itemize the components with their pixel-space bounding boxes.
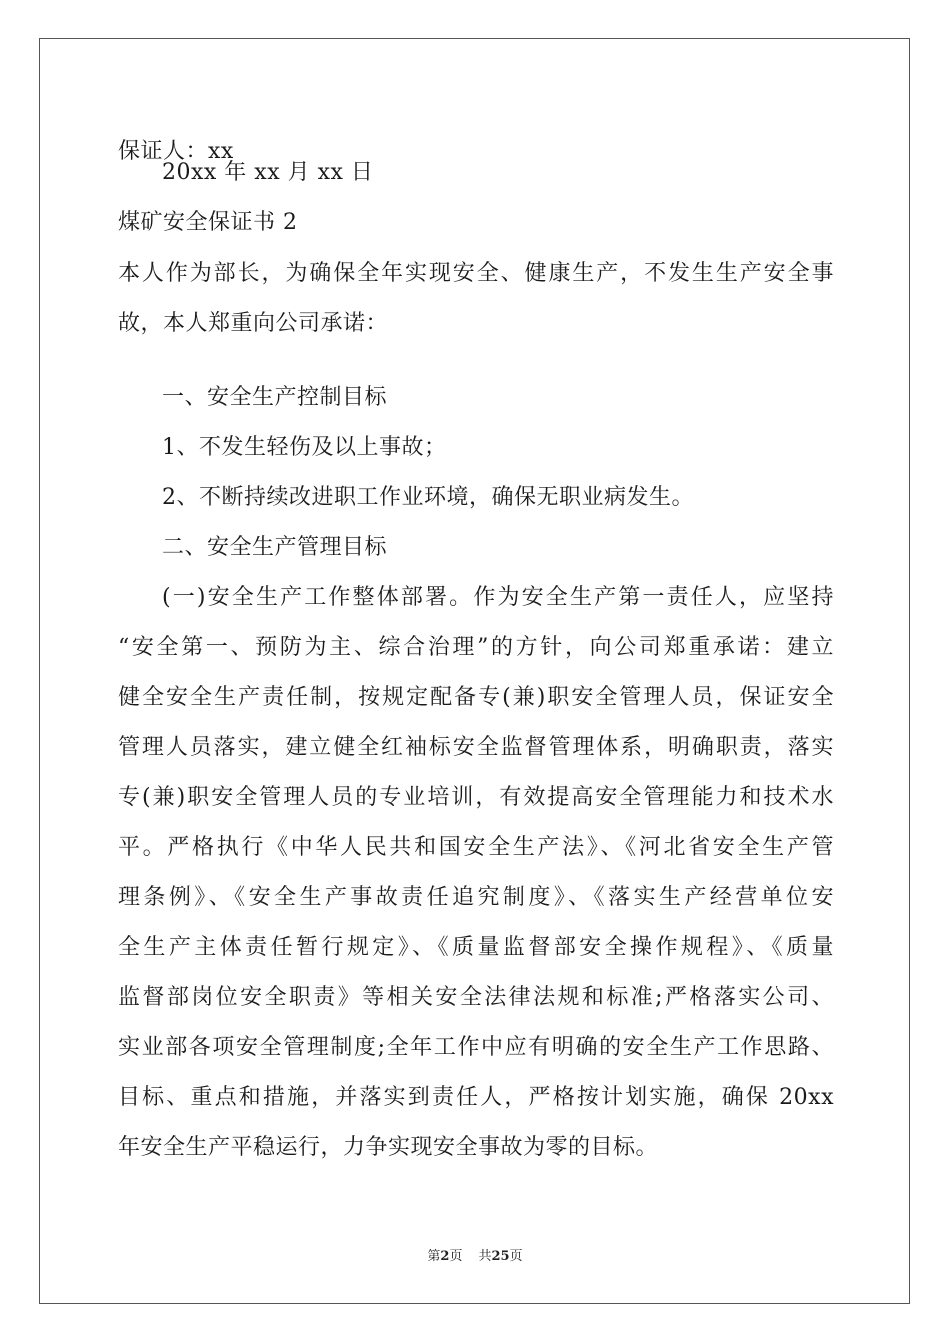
heading-control-targets: 一、安全生产控制目标 [162, 385, 388, 410]
paragraph-line: 故，本人郑重向公司承诺： [118, 311, 389, 336]
page-suffix: 页 [449, 1249, 463, 1264]
paragraph-line: 目标、重点和措施，并落实到责任人，严格按计划实施，确保 20xx [118, 1085, 834, 1110]
paragraph-line: 平。严格执行《中华人民共和国安全生产法》、《河北省安全生产管 [118, 835, 834, 860]
guarantor-line: 保证人：xx [118, 139, 234, 164]
paragraph-line: 管理人员落实，建立健全红袖标安全监督管理体系，明确职责，落实 [118, 735, 834, 760]
paragraph-line: 年安全生产平稳运行，力争实现安全事故为零的目标。 [118, 1135, 659, 1160]
paragraph-line: 专(兼)职安全管理人员的专业培训，有效提高安全管理能力和技术水 [118, 785, 834, 810]
paragraph-line: 全生产主体责任暂行规定》、《质量监督部安全操作规程》、《质量 [118, 935, 834, 960]
page-prefix: 第 [427, 1249, 441, 1264]
list-item: 1、不发生轻伤及以上事故； [162, 435, 447, 460]
section-title: 煤矿安全保证书 2 [118, 210, 298, 235]
page-footer [0, 1248, 950, 1266]
paragraph-line: 监督部岗位安全职责》等相关安全法律法规和标准;严格落实公司、 [118, 985, 834, 1010]
total-suffix: 页 [509, 1249, 523, 1264]
list-item: 2、不断持续改进职工作业环境，确保无职业病发生。 [162, 485, 694, 510]
paragraph-line: 实业部各项安全管理制度;全年工作中应有明确的安全生产工作思路、 [118, 1035, 834, 1060]
paragraph-line: 理条例》、《安全生产事故责任追究制度》、《落实生产经营单位安 [118, 885, 834, 910]
paragraph-line: 本人作为部长，为确保全年实现安全、健康生产，不发生生产安全事 [118, 261, 834, 286]
date-line: 20xx 年 xx 月 xx 日 [162, 160, 374, 185]
heading-management-targets: 二、安全生产管理目标 [162, 535, 388, 560]
total-prefix: 共 [478, 1249, 492, 1264]
current-page-number: 2 [440, 1249, 450, 1264]
total-page-count: 25 [491, 1249, 510, 1264]
paragraph-line: (一)安全生产工作整体部署。作为安全生产第一责任人，应坚持 [162, 585, 834, 610]
paragraph-line: “安全第一、预防为主、综合治理”的方针，向公司郑重承诺：建立 [118, 635, 834, 660]
paragraph-line: 健全安全生产责任制，按规定配备专(兼)职安全管理人员，保证安全 [118, 685, 834, 710]
